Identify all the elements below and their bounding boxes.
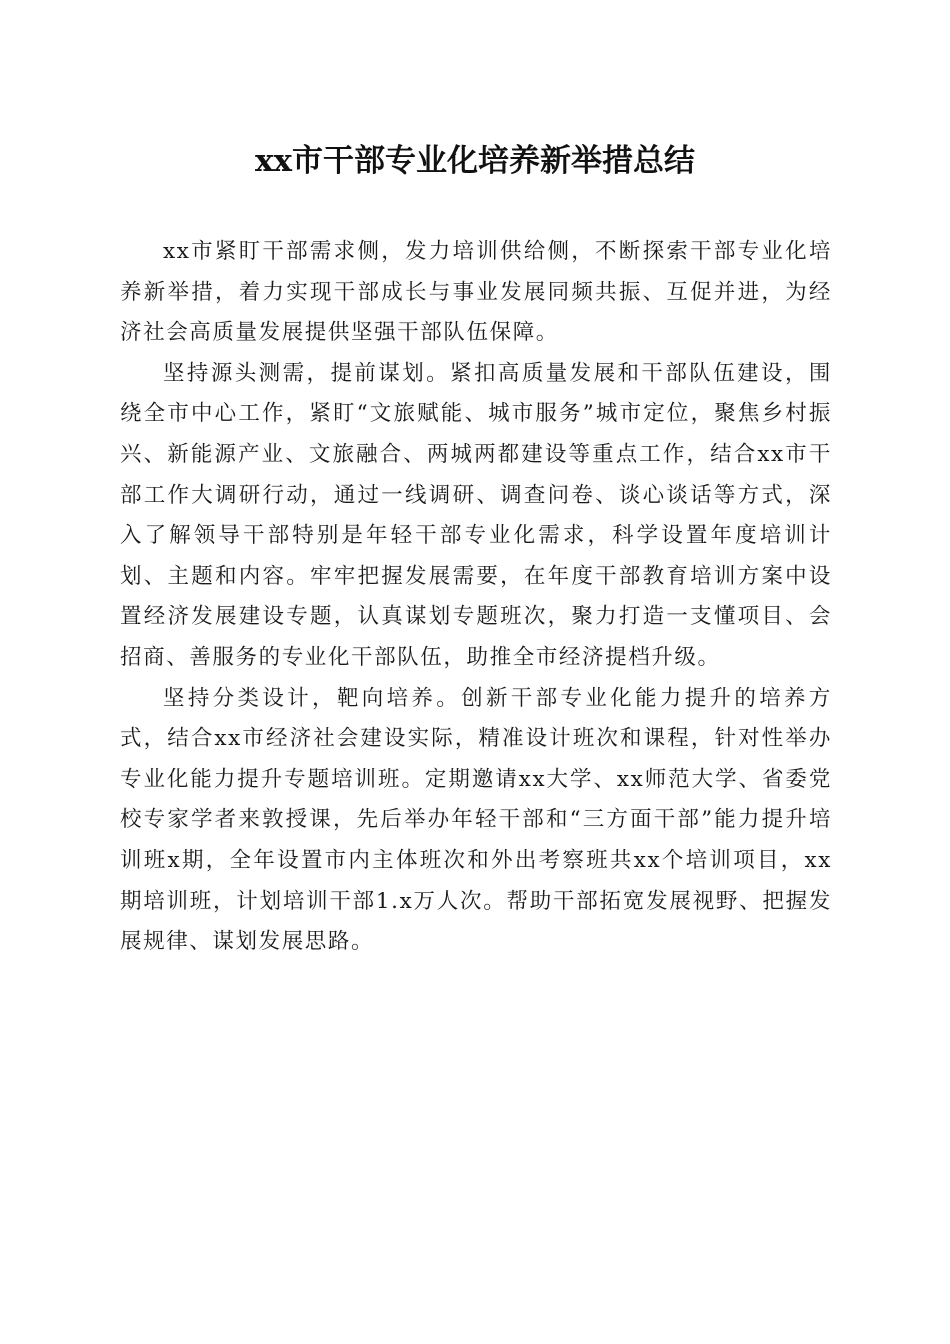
document-body — [120, 232, 832, 963]
paragraph-intro: xx市紧盯干部需求侧，发力培训供给侧，不断探索干部专业化培养新举措，着力实现干部成长与事业发展同频共振、互促并进，为经济社会高质量发展提供坚强干部队伍保障。 — [120, 239, 832, 346]
paragraph-targeted-training: 坚持分类设计，靶向培养。创新干部专业化能力提升的培养方式，结合xx市经济社会建设实际，精准设计班次和课程，针对性举办专业化能力提升专题培训班。定期邀请xx大学、xx师范大学、省委党校专家学者来敦授课，先后举办年轻干部和“三方面干部”能力提升培训班x期，全年设置市内主体班次和外出考察班共xx个培训项目，xx期培训班，计划培训干部1.x万人次。帮助干部拓宽发展视野、把握发展规律、谋划发展思路。 — [120, 685, 832, 955]
paragraph-source-planning: 坚持源头测需，提前谋划。紧扣高质量发展和干部队伍建设，围绕全市中心工作，紧盯“文旅赋能、城市服务”城市定位，聚焦乡村振兴、新能源产业、文旅融合、两城两都建设等重点工作，结合xx市干部工作大调研行动，通过一线调研、调查问卷、谈心谈话等方式，深入了解领导干部特别是年轻干部专业化需求，科学设置年度培训计划、主题和内容。牢牢把握发展需要，在年度干部教育培训方案中设置经济发展建设专题，认真谋划专题班次，聚力打造一支懂项目、会招商、善服务的专业化干部队伍，助推全市经济提档升级。 — [120, 360, 832, 670]
document-title: xx市干部专业化培养新举措总结 — [255, 143, 695, 179]
